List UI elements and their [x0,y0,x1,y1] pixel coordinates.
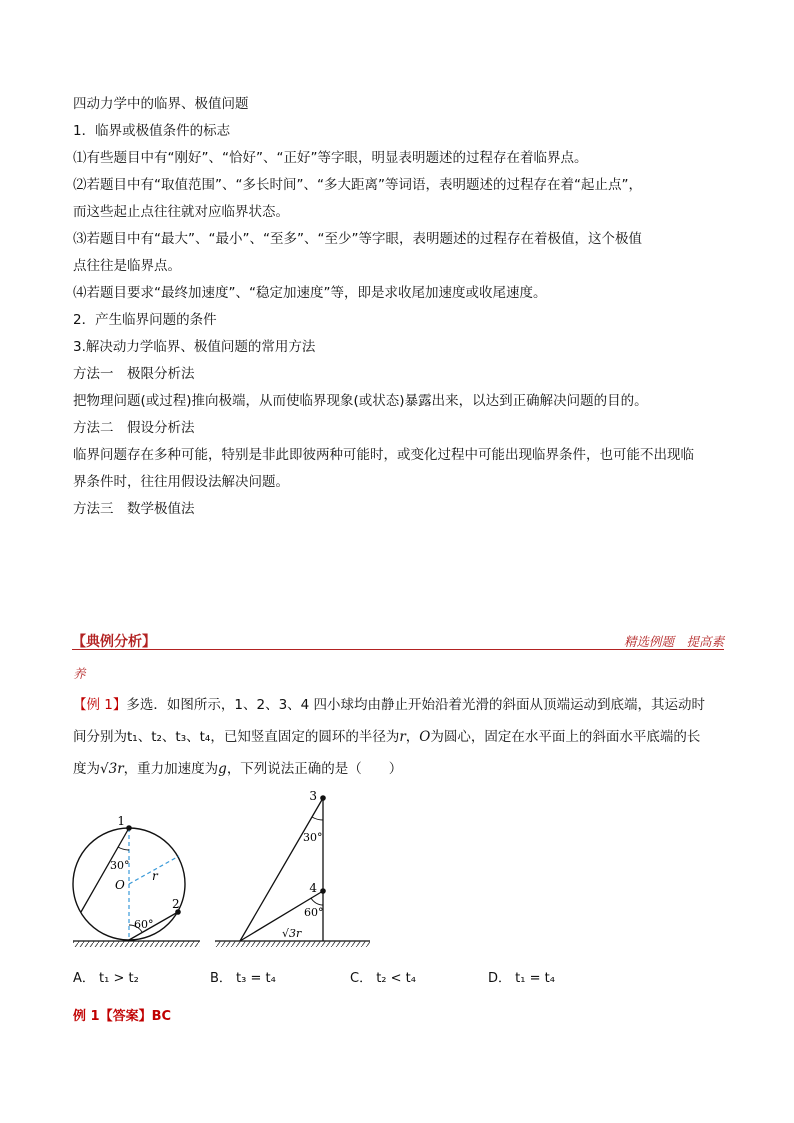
paragraph-1: ⑴有些题目中有“刚好”、“恰好”、“正好”等字眼，明显表明题述的过程存在着临界点。 [73,150,588,166]
option-d: D． t₁ = t₄ [488,971,555,986]
example-line-2: 间分别为t₁、t₂、t₃、t₄，已知竖直固定的圆环的半径为r，O为圆心，固定在水平面上的斜面水平底端的长 [73,729,701,745]
ground-hatch [73,941,200,947]
subheading-2: 2．产生临界问题的条件 [73,312,217,328]
angle-30-arc [118,847,129,850]
section-tag-continued: 养 [73,666,86,681]
subheading-3: 3.解决动力学临界、极值问题的常用方法 [73,339,316,355]
radius-label: r [152,869,158,883]
paragraph-4: ⑷若题目要求“最终加速度”、“稳定加速度”等，即是求收尾加速度或收尾速度。 [73,285,547,301]
paragraph-3b: 点往往是临界点。 [73,258,181,274]
option-c: C． t₂ < t₄ [350,971,416,986]
point-3 [320,795,326,801]
example-line-1: 【例 1】多选．如图所示，1、2、3、4 四小球均由静止开始沿着光滑的斜面从顶端运动到底端，其运动时 [73,697,706,713]
section-title: 【典例分析】 [72,634,156,650]
center-label: O [115,878,125,892]
label-2: 2 [172,897,180,911]
section-tag: 精选例题 提高素 [623,634,724,649]
subheading-1: 1．临界或极值条件的标志 [73,123,231,139]
angle-30-arc [312,817,323,820]
paragraph-2a: ⑵若题目中有“取值范围”、“多长时间”、“多大距离”等词语，表明题述的过程存在着“起止点”， [73,177,642,193]
example-line-3: 度为√3r，重力加速度为g，下列说法正确的是（ ） [73,761,403,777]
circle-figure [68,810,208,950]
incline-figure [212,785,377,950]
answer-line: 例 1【答案】BC [73,1009,172,1024]
section-heading: 四动力学中的临界、极值问题 [73,96,249,112]
angle-60-arc [311,898,323,905]
method-1-text: 把物理问题(或过程)推向极端，从而使临界现象(或状态)暴露出来，以达到正确解决问题的目的。 [73,393,648,409]
paragraph-3a: ⑶若题目中有“最大”、“最小”、“至多”、“至少”等字眼，表明题述的过程存在着极值，这个极值 [73,231,642,247]
method-2-text-a: 临界问题存在多种可能，特别是非此即彼两种可能时，或变化过程中可能出现临界条件，也可能不出现临 [73,447,694,463]
point-1 [126,825,132,831]
option-a: A． t₁ > t₂ [73,971,139,986]
base-length-label: √3r [282,927,302,940]
point-4 [320,888,326,894]
method-1-title: 方法一 极限分析法 [73,366,195,382]
label-4: 4 [309,881,317,895]
angle-60-label: 60° [134,918,154,931]
paragraph-2b: 而这些起止点往往就对应临界状态。 [73,204,289,220]
method-2-text-b: 界条件时，往往用假设法解决问题。 [73,474,289,490]
incline-3 [240,798,323,941]
ground-hatch [215,941,370,947]
label-3: 3 [309,789,317,803]
method-3-title: 方法三 数学极值法 [73,501,195,517]
section-banner [72,631,724,650]
example-label: 【例 1】 [73,697,127,713]
method-2-title: 方法二 假设分析法 [73,420,195,436]
option-b: B． t₃ = t₄ [210,971,276,986]
angle-30-label: 30° [110,859,130,872]
angle-60-label: 60° [304,906,324,919]
angle-30-label: 30° [303,831,323,844]
label-1: 1 [117,814,125,828]
